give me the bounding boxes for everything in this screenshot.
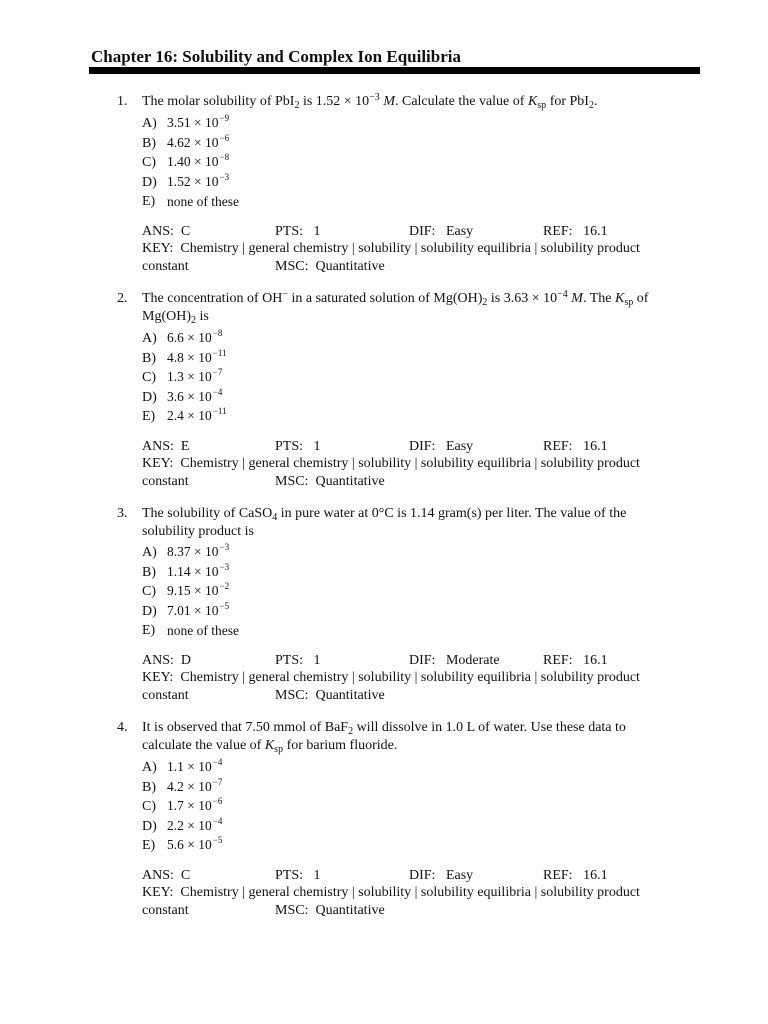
answer-key: E [180,438,190,454]
answer-options [142,114,707,212]
answer-key: C [180,867,191,883]
question-2 [117,290,707,490]
option-a: A) $1.1 \times 10^{-4}$ [142,757,223,776]
question-stem: The concentration of OH− in a saturated solution of $Mg(OH)_2$ is $3.63 \times 10^{-4}$ M. The $K_{sp}$ of $Mg(OH)_2$ is [142,289,649,326]
option-b: B) $4.62 \times 10^{-6}$ [142,132,230,151]
option-d: D) $1.52 \times 10^{-3}$ [142,171,230,190]
answer-options [142,758,707,856]
option-e: E) none of these [142,194,239,210]
option-a: A) $3.51 \times 10^{-9}$ [142,113,230,132]
answer-options [142,329,707,427]
option-d: D) $2.2 \times 10^{-4}$ [142,815,223,834]
option-b: B) $1.14 \times 10^{-3}$ [142,561,230,580]
question-1 [117,93,707,275]
option-c: C) $9.15 \times 10^{-2}$ [142,581,230,600]
question-number: 2. [117,291,128,306]
answer-options [142,543,707,641]
option-e: E) $5.6 \times 10^{-5}$ [142,835,223,854]
chapter-title: Chapter 16: Solubility and Complex Ion Equilibria [91,47,461,66]
title-rule [89,67,700,74]
option-d: D) $7.01 \times 10^{-5}$ [142,600,230,619]
question-number: 1. [117,94,128,109]
answer-metadata: ANS: C PTS: 1 DIF: Easy REF: 16.1 KEY: Chemistry | general chemistry | solubility | solubility equilibria | solubility product constant MSC: Quantitative [142,867,640,918]
question-4 [117,719,707,919]
option-b: B) $4.2 \times 10^{-7}$ [142,776,223,795]
question-number: 4. [117,720,128,735]
option-d: D) $3.6 \times 10^{-4}$ [142,386,223,405]
question-number: 3. [117,506,128,521]
answer-metadata: ANS: D PTS: 1 DIF: Moderate REF: 16.1 KEY: Chemistry | general chemistry | solubility | solubility equilibria | solubility product constant MSC: Quantitative [142,652,640,703]
option-e: E) $2.4 \times 10^{-11}$ [142,406,227,425]
question-stem: The solubility of CaSO$_4$ in pure water at 0°C is 1.14 gram(s) per liter. The value of the solubility product is [142,506,627,539]
question-stem: It is observed that 7.50 mmol of BaF$_2$ will dissolve in 1.0 L of water. Use these data to calculate the value of $K_{sp}$ for barium fluoride. [142,720,626,755]
option-a: A) $8.37 \times 10^{-3}$ [142,542,230,561]
question-stem: The molar solubility of PbI$_2$ is $1.52 \times 10^{-3}$ M. Calculate the value of $K_{sp}$ for PbI$_2$. [142,92,598,111]
option-c: C) $1.40 \times 10^{-8}$ [142,152,230,171]
option-e: E) none of these [142,623,239,639]
answer-metadata: ANS: C PTS: 1 DIF: Easy REF: 16.1 KEY: Chemistry | general chemistry | solubility | solubility equilibria | solubility product constant MSC: Quantitative [142,223,640,274]
option-a: A) $6.6 \times 10^{-8}$ [142,328,223,347]
option-b: B) $4.8 \times 10^{-11}$ [142,347,227,366]
option-c: C) $1.3 \times 10^{-7}$ [142,367,223,386]
question-3 [117,505,707,704]
answer-key: C [180,223,191,239]
option-c: C) $1.7 \times 10^{-6}$ [142,796,223,815]
answer-key: D [180,652,192,668]
answer-metadata: ANS: E PTS: 1 DIF: Easy REF: 16.1 KEY: Chemistry | general chemistry | solubility | solubility equilibria | solubility product constant MSC: Quantitative [142,438,640,489]
